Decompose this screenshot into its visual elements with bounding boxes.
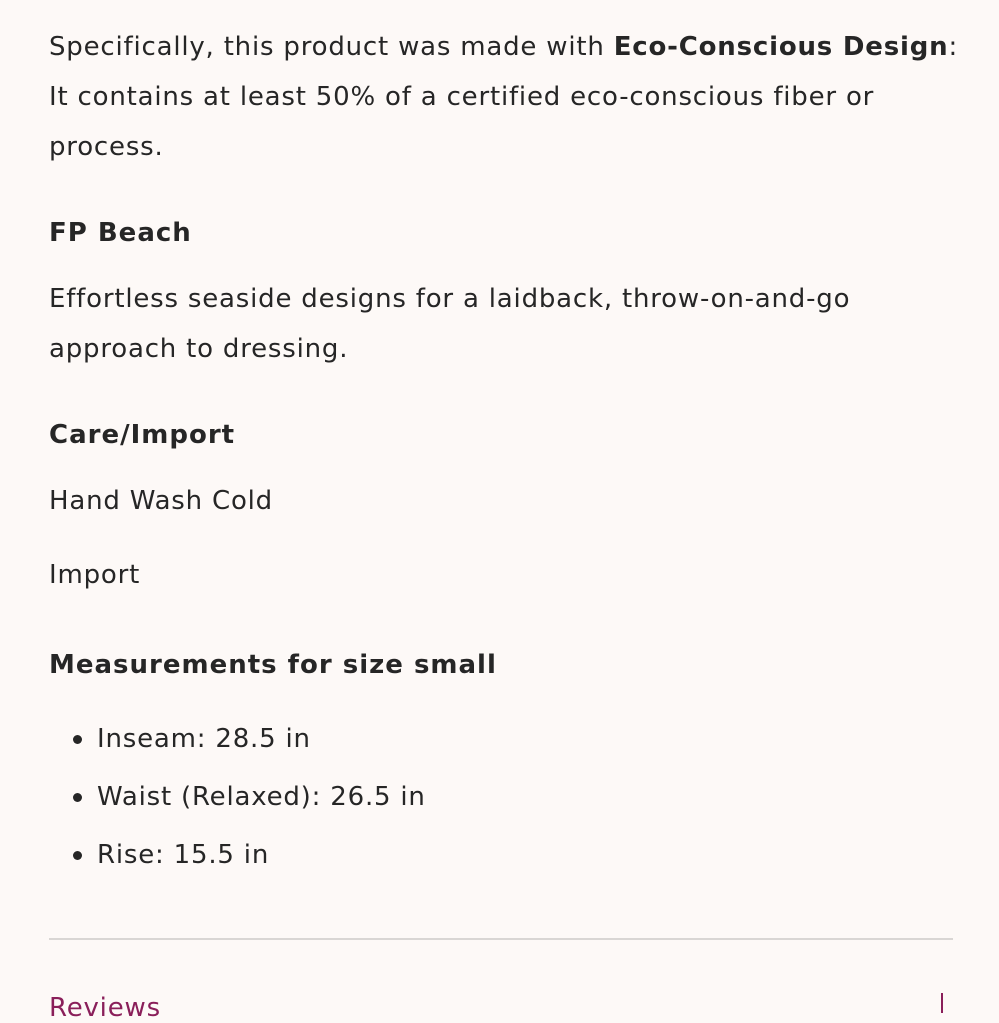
reviews-accordion-label: Reviews [49,993,161,1023]
expand-plus-icon[interactable] [941,993,943,1013]
eco-text-after: : It contains at least 50% of a certified eco-conscious fiber or process. [49,32,958,162]
measurements-title: Measurements for size small [49,650,497,680]
eco-conscious-term: Eco-Conscious Design [613,32,949,62]
bullet-icon [73,851,82,860]
care-import-title: Care/Import [49,420,236,450]
bullet-icon [73,735,82,744]
section-divider [49,938,953,940]
measurement-inseam: Inseam: 28.5 in [97,724,311,754]
measurement-waist: Waist (Relaxed): 26.5 in [97,782,426,812]
product-details [49,22,969,884]
eco-conscious-paragraph [49,22,969,172]
measurements-list [49,710,969,884]
eco-text-before: Specifically, this product was made with [49,32,614,62]
reviews-accordion-header[interactable] [49,985,953,1023]
fp-beach-title: FP Beach [49,218,192,248]
bullet-icon [73,793,82,802]
list-item [49,826,969,884]
care-instruction: Hand Wash Cold [49,486,273,516]
measurement-rise: Rise: 15.5 in [97,840,270,870]
fp-beach-description: Effortless seaside designs for a laidback, throw-on-and-go approach to dressing. [49,284,851,364]
list-item [49,768,969,826]
import-info: Import [49,560,141,590]
list-item [49,710,969,768]
